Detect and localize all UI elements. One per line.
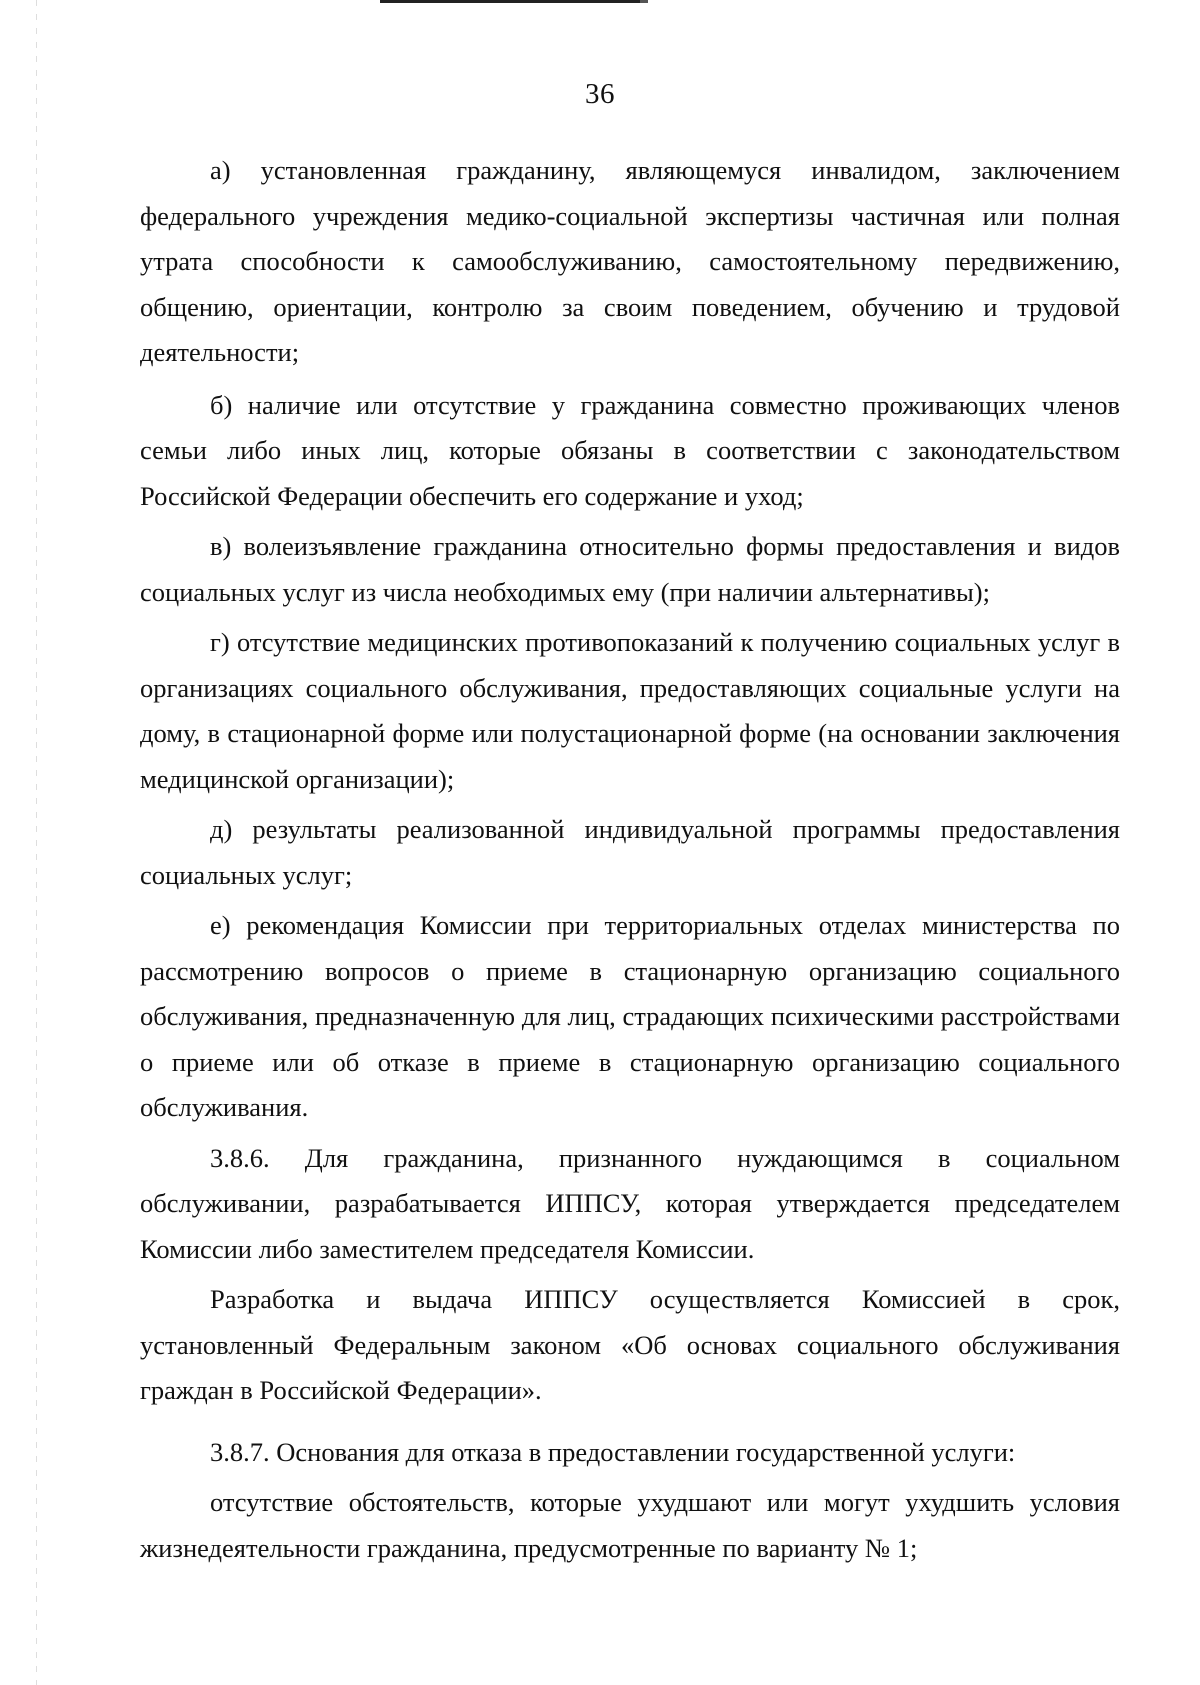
paragraph-3-8-7: 3.8.7. Основания для отказа в предоставлении государственной услуги:	[210, 1436, 1016, 1467]
paragraph-item-e: е) рекомендация Комиссии при территориальных отделах министерства по рассмотрению вопросов о приеме в стационарную организацию социального обслуживания, предназначенную для лиц, страдающих психическими расстройствами о приеме или об отказе в приеме в стационарную организацию социального обслуживания.	[140, 910, 1120, 1122]
top-scan-rule	[380, 0, 640, 3]
document-body	[140, 148, 1120, 1576]
paragraph-3-8-6: 3.8.6. Для гражданина, признанного нуждающимся в социальном обслуживании, разрабатывается ИППСУ, которая утверждается председателем Комиссии либо заместителем председателя Комиссии.	[140, 1142, 1120, 1264]
paragraph-item-d: д) результаты реализованной индивидуальной программы предоставления социальных услуг;	[140, 814, 1120, 890]
page-number: 36	[585, 78, 615, 110]
paragraph-item-a: а) установленная гражданину, являющемуся инвалидом, заключением федерального учреждения медико-социальной экспертизы частичная или полная утрата способности к самообслуживанию, самостоятельному передвижению, общению, ориентации, контролю за своим поведением, обучению и трудовой деятельности;	[140, 155, 1120, 367]
paragraph-ippsu-development: Разработка и выдача ИППСУ осуществляется Комиссией в срок, установленный Федеральным законом «Об основах социального обслуживания граждан в Российской Федерации».	[140, 1284, 1120, 1405]
paragraph-item-g: г) отсутствие медицинских противопоказаний к получению социальных услуг в организациях социального обслуживания, предоставляющих социальные услуги на дому, в стационарной форме или полустационарной форме (на основании заключения медицинской организации);	[140, 627, 1120, 794]
paragraph-item-v: в) волеизъявление гражданина относительно формы предоставления и видов социальных услуг из числа необходимых ему (при наличии альтернативы);	[140, 531, 1120, 607]
paragraph-refusal-ground: отсутствие обстоятельств, которые ухудшают или могут ухудшить условия жизнедеятельности гражданина, предусмотренные по варианту № 1;	[140, 1487, 1120, 1563]
paragraph-item-b: б) наличие или отсутствие у гражданина совместно проживающих членов семьи либо иных лиц, которые обязаны в соответствии с законодательством Российской Федерации обеспечить его содержание и уход;	[140, 389, 1120, 511]
scan-edge-artifact	[36, 0, 37, 1685]
top-scan-rule-fragment	[640, 0, 648, 3]
